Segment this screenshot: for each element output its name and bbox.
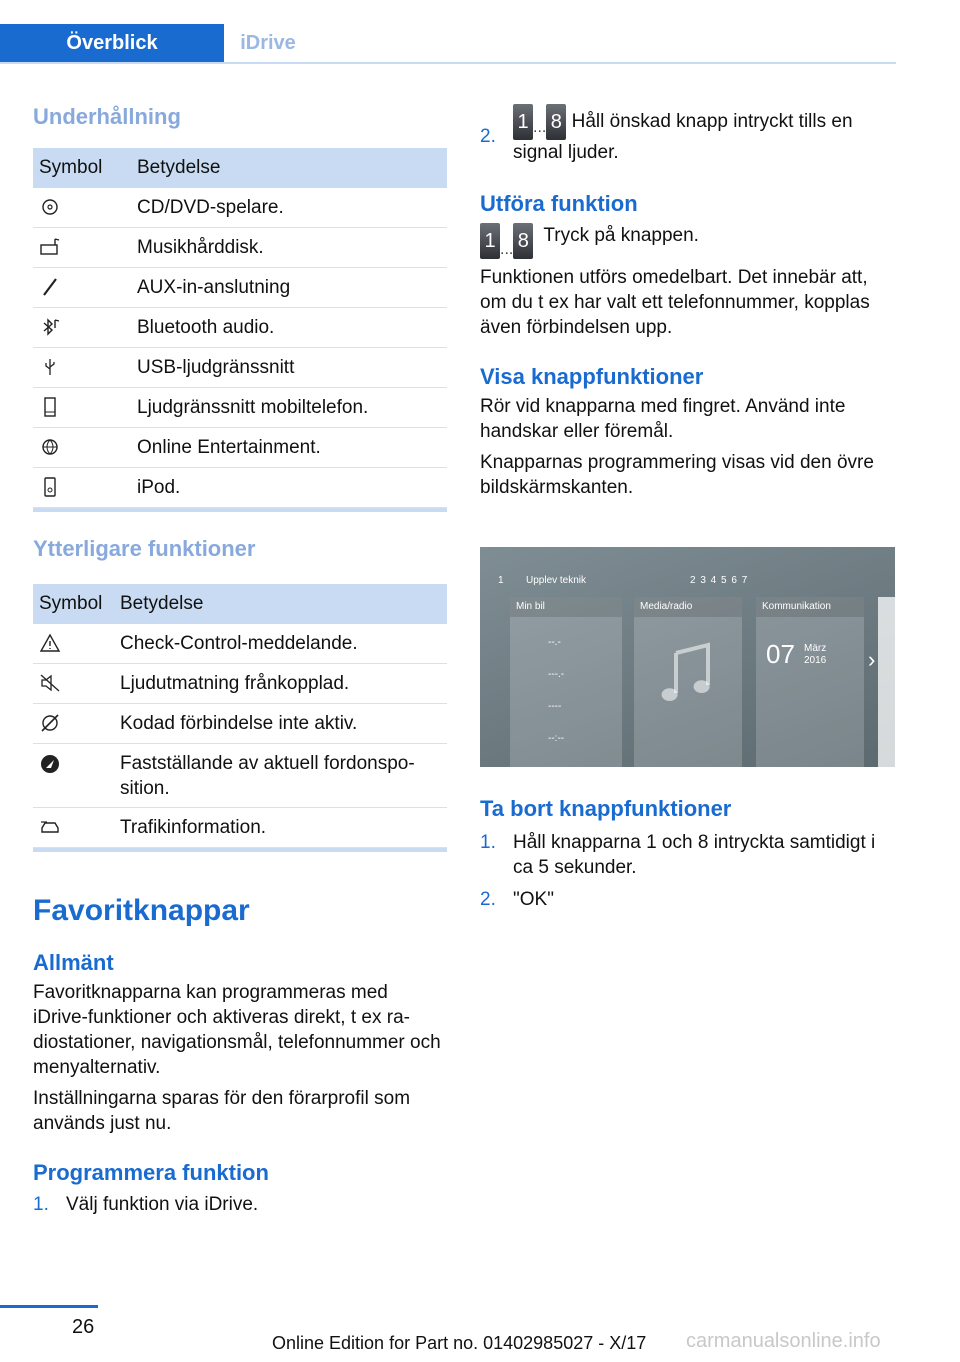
favorites-section xyxy=(33,894,447,1217)
table-end-rule xyxy=(33,848,447,852)
traffic-icon xyxy=(39,816,61,838)
favorite-key-1: 1 xyxy=(513,104,533,140)
show-paragraph-2: Knapparnas programmering visas vid den övre bildskärmskanten. xyxy=(480,452,874,498)
show-paragraph-1: Rör vid knapparna med fingret. Använd inte handskar eller föremål. xyxy=(480,396,846,442)
general-paragraph-1: Favoritknapparna kan programmeras med iDrive-funktioner och aktiveras direkt, t ex ra-diostationer, navigationsmål, telefonnummer och menyalternativ. xyxy=(33,982,441,1078)
footer-edition: Online Edition for Part no. 01402985027 - X/17 xyxy=(272,1333,647,1353)
execute-text: Tryck på knappen. xyxy=(543,225,699,246)
general-paragraph-2: Inställningarna sparas för den förarprofil som används just nu. xyxy=(33,1088,411,1134)
speaker-off-icon xyxy=(39,672,61,694)
table-row xyxy=(33,388,447,428)
step-text: "OK" xyxy=(513,889,554,910)
online-entertainment-icon xyxy=(39,436,61,458)
table-row xyxy=(33,664,447,704)
row-text: Check-Control-meddelande. xyxy=(114,624,447,664)
symbol-header: Symbol xyxy=(33,584,114,624)
row-text: AUX-in-anslutning xyxy=(131,268,447,308)
footer-rule xyxy=(0,1305,98,1308)
row-text: Trafikinformation. xyxy=(114,808,447,848)
screen-top-bar: 1 Upplev teknik 2 3 4 5 6 7 xyxy=(498,575,749,586)
table-row xyxy=(33,744,447,808)
usb-icon xyxy=(39,356,61,378)
program-title: Programmera funktion xyxy=(33,1160,269,1185)
watermark: carmanualsonline.info xyxy=(686,1330,881,1352)
table-row xyxy=(33,348,447,388)
ellipsis: ... xyxy=(500,241,514,258)
table-row xyxy=(33,704,447,744)
meaning-header: Betydelse xyxy=(114,584,447,624)
additional-functions-table xyxy=(33,584,447,848)
phone-icon xyxy=(39,396,61,418)
step-text: Håll knapparna 1 och 8 intryckta samtidigt i ca 5 sekunder. xyxy=(513,832,876,878)
table-row xyxy=(33,228,447,268)
favorite-key-1: 1 xyxy=(480,223,500,259)
music-harddisk-icon xyxy=(39,236,61,258)
disc-icon xyxy=(39,196,61,218)
entertainment-title: Underhållning xyxy=(33,104,181,129)
chevron-right-icon: › xyxy=(868,647,876,672)
table-row xyxy=(33,308,447,348)
row-text: Musikhårddisk. xyxy=(131,228,447,268)
step-text: Välj funktion via iDrive. xyxy=(66,1194,259,1215)
list-item xyxy=(33,1192,447,1217)
table-row xyxy=(33,188,447,228)
general-title: Allmänt xyxy=(33,950,114,975)
table-row xyxy=(33,468,447,508)
symbol-header: Symbol xyxy=(33,148,131,188)
table-end-rule xyxy=(33,508,447,512)
execute-paragraph: Funktionen utförs omedelbart. Det innebär att, om du t ex har valt ett telefonnummer, kopplas även förbindelsen upp. xyxy=(480,267,870,338)
step-number: 1. xyxy=(33,1194,49,1215)
connection-off-icon xyxy=(39,712,61,734)
meaning-header: Betydelse xyxy=(131,148,447,188)
position-icon xyxy=(39,753,61,775)
warning-triangle-icon xyxy=(39,632,61,654)
remove-section xyxy=(480,796,896,912)
step-text: Håll önskad knapp intryckt tills en signal ljuder. xyxy=(513,111,853,163)
table-row xyxy=(33,624,447,664)
row-text: Bluetooth audio. xyxy=(131,308,447,348)
tile-communication: Kommunikation 07 März 2016 xyxy=(756,597,864,767)
execute-row xyxy=(480,223,896,259)
ellipsis: ... xyxy=(533,119,547,136)
idrive-screen-image xyxy=(480,547,895,767)
row-text: Kodad förbindelse inte aktiv. xyxy=(114,704,447,744)
page-number: 26 xyxy=(72,1316,95,1338)
bluetooth-audio-icon xyxy=(39,316,61,338)
table-row xyxy=(33,428,447,468)
additional-functions-title: Ytterligare funktioner xyxy=(33,536,256,561)
remove-title: Ta bort knappfunktioner xyxy=(480,796,732,821)
list-item xyxy=(480,104,896,165)
tab-idrive[interactable]: iDrive xyxy=(240,32,296,54)
tile-my-car: Min bil --.- ---.- ---- --:-- xyxy=(510,597,622,767)
tile-partial xyxy=(878,597,895,767)
favorites-title: Favoritknappar xyxy=(33,894,250,927)
show-title: Visa knappfunktioner xyxy=(480,364,704,389)
step-number: 1. xyxy=(480,832,496,853)
entertainment-table xyxy=(33,148,447,508)
table-row xyxy=(33,808,447,848)
row-text: CD/DVD-spelare. xyxy=(131,188,447,228)
table-row xyxy=(33,268,447,308)
row-text: iPod. xyxy=(131,468,447,508)
favorite-key-8: 8 xyxy=(513,223,533,259)
row-text: Fastställande av aktuell fordonspo- sition. xyxy=(114,744,447,808)
favorite-key-8: 8 xyxy=(546,104,566,140)
row-text: USB-ljudgränssnitt xyxy=(131,348,447,388)
row-text: Ljudutmatning frånkopplad. xyxy=(114,664,447,704)
tab-overview[interactable]: Överblick xyxy=(0,24,224,62)
list-item xyxy=(480,887,896,912)
tile-media-radio: Media/radio xyxy=(634,597,742,767)
entertainment-section xyxy=(33,104,447,512)
ipod-icon xyxy=(39,476,61,498)
row-text: Online Entertainment. xyxy=(131,428,447,468)
row-text: Ljudgränssnitt mobiltelefon. xyxy=(131,388,447,428)
step-number: 2. xyxy=(480,126,496,147)
step-number: 2. xyxy=(480,889,496,910)
chapter-tab-bar xyxy=(0,24,896,64)
aux-plug-icon xyxy=(39,276,61,298)
execute-title: Utföra funktion xyxy=(480,191,638,216)
list-item xyxy=(480,830,896,880)
additional-functions-section xyxy=(33,536,447,852)
right-column xyxy=(480,104,896,500)
music-note-icon xyxy=(648,633,728,713)
